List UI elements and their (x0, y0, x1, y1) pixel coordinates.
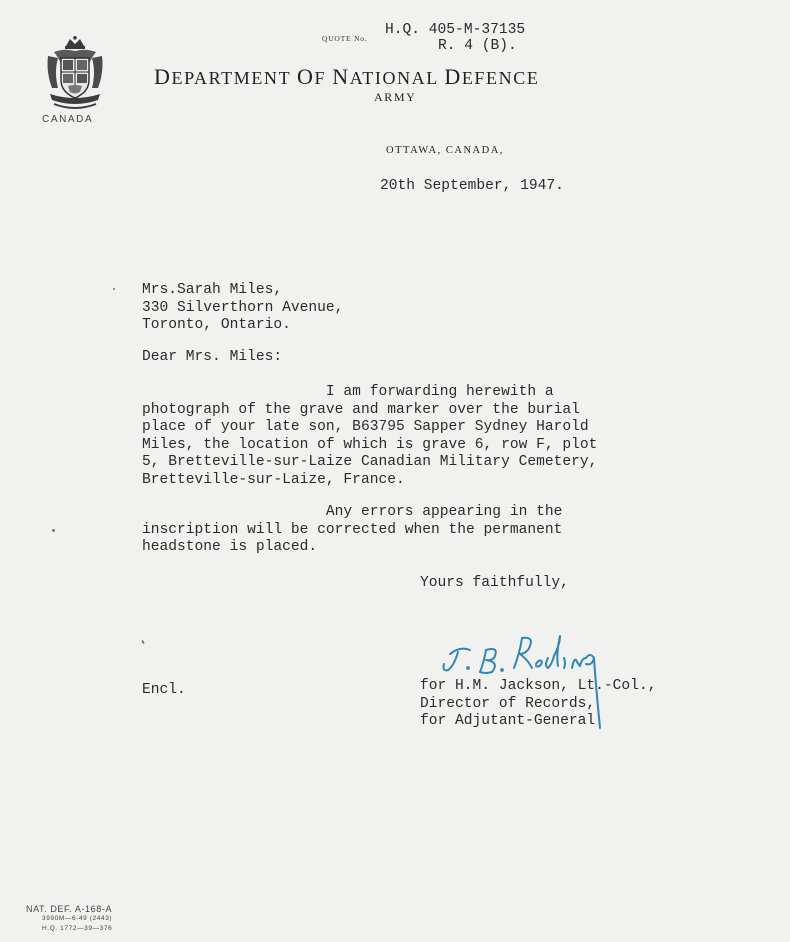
letter-date: 20th September, 1947. (380, 178, 564, 194)
canada-coat-of-arms-icon (44, 36, 106, 112)
hq-file-code: H.Q. 1772—39—376 (42, 925, 113, 932)
quote-reference: R. 4 (B). (438, 38, 517, 54)
form-number-block (26, 904, 112, 934)
body-line: headstone is placed. (142, 539, 318, 556)
body-line: Miles, the location of which is grave 6, row F, plot (142, 436, 598, 453)
body-line: photograph of the grave and marker over the burial (142, 401, 580, 418)
form-number: NAT. DEF. A-168-A (26, 904, 113, 914)
signature-line: for H.M. Jackson, Lt.-Col., (420, 678, 657, 694)
enclosure-note: Encl. (142, 682, 186, 698)
print-code: 3990M—6-49 (2443) (42, 915, 113, 922)
signature-line: Director of Records, (420, 695, 596, 712)
body-line: place of your late son, B63795 Sapper Sydney Harold (142, 419, 589, 436)
city-line: OTTAWA, CANADA, (386, 145, 504, 156)
body-paragraph-2 (142, 504, 562, 557)
branch-heading: ARMY (374, 90, 417, 104)
address-line: Toronto, Ontario. (142, 317, 291, 334)
quote-hq-number: H.Q. 405-M-37135 (385, 22, 526, 38)
paper-speck (113, 288, 115, 290)
paper-speck (141, 640, 145, 644)
body-line: 5, Bretteville-sur-Laize Canadian Military Cemetery, (142, 454, 598, 471)
body-line: Bretteville-sur-Laize, France. (142, 471, 405, 488)
salutation: Dear Mrs. Miles: (142, 349, 283, 365)
closing: Yours faithfully, (420, 575, 569, 591)
recipient-address (142, 282, 343, 335)
paper-speck (52, 529, 55, 532)
body-line: I am forwarding herewith a (142, 384, 554, 400)
body-line: Any errors appearing in the (142, 504, 563, 520)
body-line: inscription will be corrected when the permanent (142, 521, 563, 538)
address-line: Mrs.Sarah Miles, (142, 282, 283, 298)
handwritten-signature (436, 628, 626, 738)
body-paragraph-1 (142, 384, 597, 490)
country-label: CANADA (42, 114, 94, 125)
department-heading: DEPARTMENT OF NATIONAL DEFENCE (154, 64, 540, 89)
signature-line: for Adjutant-General. (420, 713, 604, 730)
address-line: 330 Silverthorn Avenue, (142, 299, 344, 316)
quote-number-label: QUOTE No. (322, 34, 368, 43)
